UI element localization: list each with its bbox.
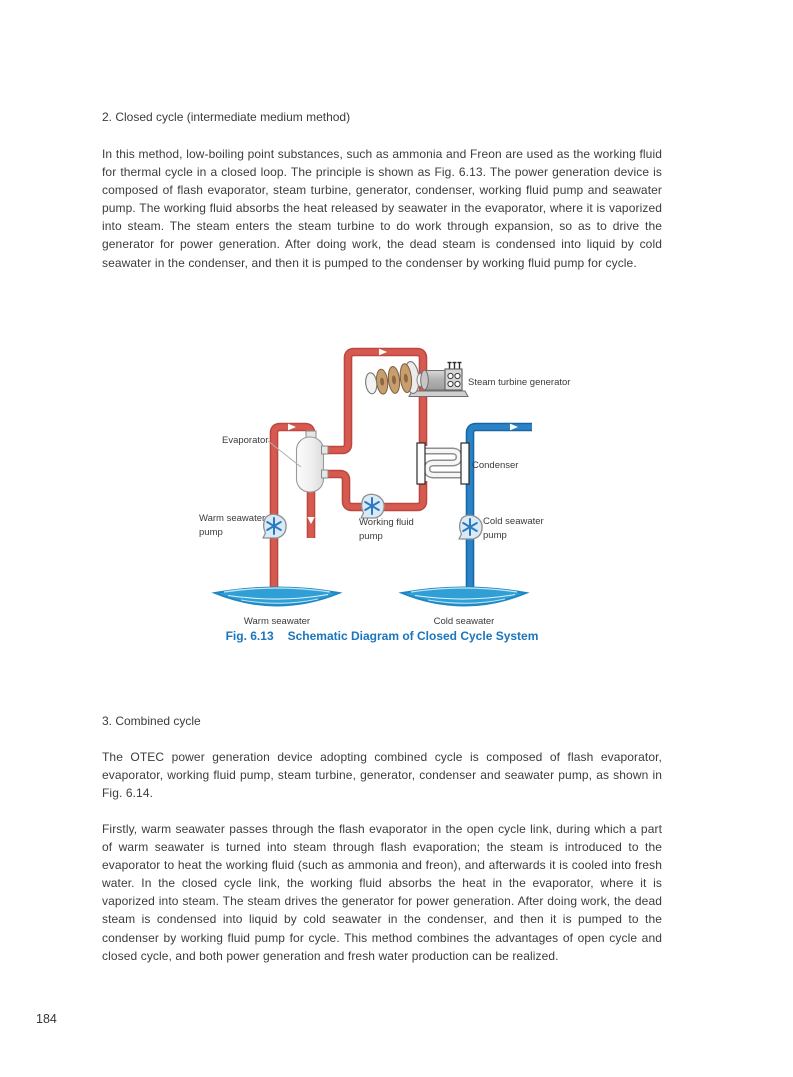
- section-2-heading: 2. Closed cycle (intermediate medium method): [102, 110, 351, 124]
- evaporator-label: Evaporator: [222, 435, 269, 446]
- cold-seawater-pipe: [470, 427, 532, 592]
- warm-pump-label-line2: pump: [199, 527, 223, 538]
- warm-pump-label-line1: Warm seawater: [199, 513, 266, 524]
- cold-pump-label-line2: pump: [483, 530, 507, 541]
- figure-caption-title: Schematic Diagram of Closed Cycle System: [287, 629, 539, 643]
- page-number: 184: [36, 1012, 57, 1026]
- cold-seawater-pump-icon: [459, 515, 482, 539]
- condenser-vessel: [417, 443, 469, 484]
- terminal-pins: [448, 363, 462, 370]
- cold-pool-label: Cold seawater: [433, 616, 495, 627]
- turbine-section: [364, 361, 421, 398]
- section-3-paragraph-1: The OTEC power generation device adopting combined cycle is composed of flash evaporator, evaporator, working fluid pump, steam turbine, generator, condenser and seawater pump, as shown in Fig. 6.14.: [102, 750, 662, 801]
- section-3-heading: 3. Combined cycle: [102, 714, 201, 728]
- steam-turbine-generator-label: Steam turbine generator: [468, 377, 571, 388]
- generator-section: [421, 370, 446, 390]
- warm-pool-label: Warm seawater: [243, 616, 311, 627]
- working-fluid-pump-icon: [361, 494, 384, 518]
- cold-pump-label-line1: Cold seawater: [483, 516, 544, 527]
- working-pump-label-line2: pump: [359, 531, 383, 542]
- section-3-paragraph-2: Firstly, warm seawater passes through the flash evaporator in the open cycle link, during which a part of warm seawater is turned into steam through flash evaporation; the steam is introduced to the evaporator to heat the working fluid (such as ammonia and freon), and afterwards it is cooled into fresh water. In the closed cycle link, the working fluid absorbs the heat in the evaporator, where it is vaporized into steam. The steam drives the generator for power generation. After doing work, the dead steam is condensed into liquid by cold seawater in the condenser, and then it is pumped to the condenser by working fluid pump for cycle. This method combines the advantages of open cycle and closed cycle, and both power generation and fresh water production can be realized.: [102, 822, 662, 963]
- condenser-label: Condenser: [472, 460, 519, 471]
- figure-caption-number: Fig. 6.13: [225, 629, 274, 643]
- figure-caption: [102, 629, 662, 643]
- evaporator-vessel: [297, 431, 329, 492]
- figure-diagram: [190, 340, 590, 650]
- working-pump-label-line1: Working fluid: [359, 517, 414, 528]
- exciter-box: [445, 363, 462, 391]
- section-2-paragraph: In this method, low-boiling point substances, such as ammonia and Freon are used as the working fluid for thermal cycle in a closed loop. The principle is shown as Fig. 6.13. The power generation device is composed of flash evaporator, steam turbine, generator, condenser, working fluid pump and seawater pump. The working fluid absorbs the heat released by seawater in the evaporator, where it is vaporized into steam. The steam enters the steam turbine to do work through expansion, so as to drive the generator for power generation. After doing work, the dead steam is condensed into liquid by cold seawater in the condenser, and then it is pumped to the condenser by working fluid pump for cycle.: [102, 147, 662, 270]
- cold-seawater-pool: [402, 588, 526, 606]
- warm-seawater-pool: [215, 588, 339, 606]
- warm-seawater-pump-icon: [263, 514, 286, 538]
- steam-turbine-generator: [364, 361, 468, 398]
